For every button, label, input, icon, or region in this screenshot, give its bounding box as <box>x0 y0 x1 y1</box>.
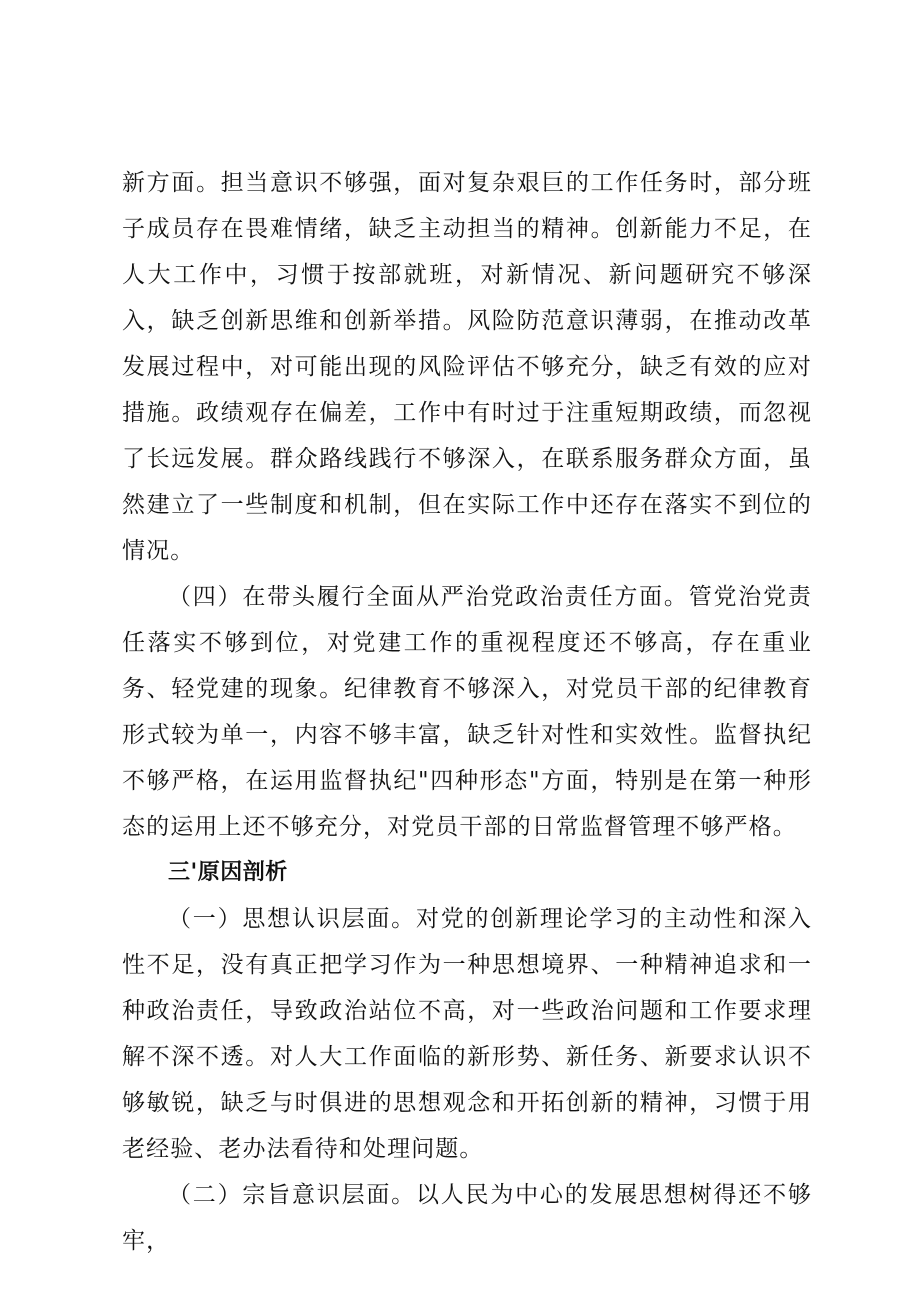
paragraph-innovation-shortcomings: 新方面。担当意识不够强，面对复杂艰巨的工作任务时，部分班子成员存在畏难情绪，缺乏主动担当的精神。创新能力不足，在人大工作中，习惯于按部就班，对新情况、新问题研究不够深入，缺乏创新思维和创新举措。风险防范意识薄弱，在推动改革发展过程中，对可能出现的风险评估不够充分，缺乏有效的应对措施。政绩观存在偏差，工作中有时过于注重短期政绩，而忽视了长远发展。群众路线践行不够深入，在联系服务群众方面，虽然建立了一些制度和机制，但在实际工作中还存在落实不到位的情况。 <box>122 170 812 564</box>
paragraph-ideological-awareness: （一）思想认识层面。对党的创新理论学习的主动性和深入性不足，没有真正把学习作为一种思想境界、一种精神追求和一种政治责任，导致政治站位不高，对一些政治问题和工作要求理解不深不透。对人大工作面临的新形势、新任务、新要求认识不够敏锐，缺乏与时俱进的思想观念和开拓创新的精神，习惯于用老经验、老办法看待和处理问题。 <box>122 906 812 1162</box>
document-body <box>122 160 812 1264</box>
paragraph-purpose-awareness: （二）宗旨意识层面。以人民为中心的发展思想树得还不够牢， <box>122 1182 812 1254</box>
paragraph-party-governance: （四）在带头履行全面从严治党政治责任方面。管党治党责任落实不够到位，对党建工作的重视程度还不够高，存在重业务、轻党建的现象。纪律教育不够深入，对党员干部的纪律教育形式较为单一，内容不够丰富，缺乏针对性和实效性。监督执纪不够严格，在运用监督执纪"四种形态"方面，特别是在第一种形态的运用上还不够充分，对党员干部的日常监督管理不够严格。 <box>122 584 812 840</box>
section-heading-cause-analysis: 三'原因剖析 <box>168 860 288 885</box>
